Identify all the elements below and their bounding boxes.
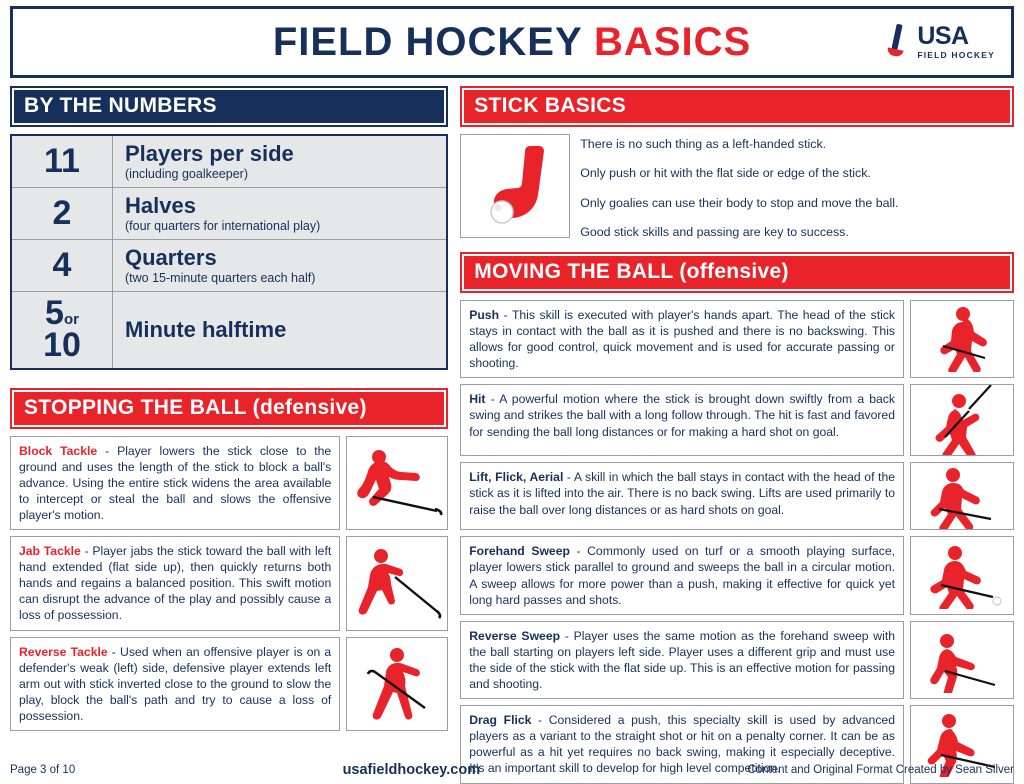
player-silhouette-icon — [351, 547, 443, 619]
skill-description — [460, 300, 904, 378]
table-row — [11, 240, 447, 292]
number-description-cell — [113, 188, 448, 240]
reverse-sweep-figure — [910, 621, 1014, 699]
skill-dash: - — [563, 470, 574, 485]
number-subtitle: (four quarters for international play) — [125, 218, 321, 233]
list-item — [460, 536, 1014, 614]
forehand-sweep-figure — [910, 536, 1014, 614]
logo-subtitle-text: FIELD HOCKEY — [917, 50, 995, 61]
skill-body: Commonly used on turf or a smooth playing surface, player lowers stick parallel to ground and sweeps the ball in a circular motion. A sweep allows for more power than a push, making it effective for quick yet long hard passes and shots. — [469, 544, 895, 607]
skill-body: Used when an offensive player is on a defender's weak (left) side, defensive player extends left arm out with stick inverted close to the ground to slow the play, block the ball's path and try to cause a loss of possession. — [19, 644, 332, 723]
logo-usa-text: USA — [917, 22, 969, 51]
skill-term: Jab Tackle — [19, 544, 81, 559]
player-silhouette-icon — [919, 627, 1005, 693]
skill-term: Block Tackle — [19, 443, 98, 458]
push-figure — [910, 300, 1014, 378]
footer-credit: Content and Original Format Created by Sean Silver — [747, 764, 1014, 776]
hit-figure — [910, 384, 1014, 456]
player-silhouette-icon — [919, 306, 1005, 372]
number-cell-split — [11, 292, 113, 369]
skill-term: Reverse Sweep — [469, 628, 561, 643]
page-footer — [10, 762, 1014, 778]
skill-body: Player lowers the stick close to the ground and uses the length of the stick to block a ball's advance. Using the entire stick widens the area available to intercept or steal the ball and slows the offensive player's motion. — [19, 443, 332, 522]
player-silhouette-icon — [351, 646, 443, 722]
by-the-numbers-table — [10, 134, 448, 370]
list-item — [10, 536, 448, 630]
skill-term: Drag Flick — [469, 713, 532, 728]
skill-body: This skill is executed with player's hands apart. The head of the stick stays in contact with the ball as it is pushed and there is no backswing. This allows for good control, quick movement and is used for accurate passing or shooting. — [469, 308, 895, 371]
number-title: Minute halftime — [125, 317, 287, 343]
skill-dash: - — [560, 628, 574, 643]
right-column — [460, 86, 1014, 784]
page-title-part1: FIELD HOCKEY — [272, 19, 595, 64]
skill-description — [10, 536, 340, 630]
skill-dash: - — [485, 392, 500, 407]
number-or-label: or — [63, 311, 79, 328]
skill-description — [460, 536, 904, 614]
list-item — [10, 637, 448, 731]
number-cell: 4 — [11, 240, 113, 292]
stick-basics-content — [460, 134, 1014, 242]
skill-term: Push — [469, 308, 500, 322]
skill-term: Hit — [469, 392, 486, 407]
table-row — [11, 188, 447, 240]
number-subtitle: (including goalkeeper) — [125, 166, 248, 181]
number-description-cell — [113, 135, 448, 188]
player-silhouette-icon — [919, 463, 1005, 529]
page-title-part2: BASICS — [594, 19, 752, 64]
table-row — [11, 292, 447, 369]
skill-description — [460, 384, 904, 456]
stick-and-ball-figure — [460, 134, 570, 238]
player-silhouette-icon — [351, 449, 443, 517]
skill-body: Considered a push, this specialty skill is used by advanced players as a variant to the straight shot or hit on a penalty corner. It can be as powerful as a hit yet requires no back swing, making it especially deceptive. It's an important skill to develop for high level competition. — [469, 713, 895, 776]
player-silhouette-icon — [919, 543, 1005, 609]
by-the-numbers-banner-box — [10, 86, 448, 127]
page-title — [273, 20, 751, 65]
skill-body: A skill in which the ball stays in contact with the head of the stick as it is lifted into the air. There is no back swing. Lifts are used primarily to raise the ball over long distances or as hard shots on goal. — [469, 470, 896, 517]
skill-body: Player jabs the stick toward the ball with left hand extended (flat side up), then quickly returns both hands and regains a balanced position. This swift motion can disrupt the advance of the play and possibly cause a loss of possession. — [19, 544, 332, 623]
skill-term: Reverse Tackle — [19, 644, 108, 659]
left-column — [10, 86, 448, 731]
moving-ball-banner-box — [460, 252, 1014, 293]
number-cell: 11 — [11, 135, 113, 188]
number-description-cell — [113, 240, 448, 292]
stick-basics-line: Only push or hit with the flat side or edge of the stick. — [580, 166, 871, 181]
stopping-ball-skill-list — [10, 436, 448, 731]
list-item — [460, 384, 1014, 456]
by-the-numbers-banner: BY THE NUMBERS — [14, 90, 444, 123]
number-title: Quarters — [125, 245, 217, 271]
reverse-tackle-figure — [346, 637, 448, 731]
usa-field-hockey-logo — [885, 24, 995, 60]
skill-term: Forehand Sweep — [469, 544, 570, 559]
lift-flick-aerial-figure — [910, 462, 1014, 530]
number-value-10: 10 — [43, 326, 81, 365]
table-row — [11, 135, 447, 188]
skill-dash: - — [107, 644, 121, 659]
list-item — [460, 621, 1014, 699]
skill-description — [10, 637, 340, 731]
moving-ball-banner: MOVING THE BALL (offensive) — [464, 256, 1010, 289]
stopping-ball-banner: STOPPING THE BALL (defensive) — [14, 392, 444, 425]
stopping-ball-banner-box — [10, 388, 448, 429]
number-title: Halves — [125, 193, 196, 219]
block-tackle-figure — [346, 436, 448, 530]
skill-description — [460, 621, 904, 699]
skill-description — [10, 436, 340, 530]
stick-basics-line: Good stick skills and passing are key to success. — [580, 224, 849, 239]
stick-basics-text-list — [580, 134, 1014, 242]
hockey-stick-icon — [885, 24, 911, 60]
stick-basics-line: Only goalies can use their body to stop and move the ball. — [580, 195, 899, 210]
hockey-stick-icon — [467, 140, 563, 232]
list-item — [460, 462, 1014, 530]
skill-dash: - — [97, 443, 118, 458]
skill-dash: - — [80, 544, 93, 559]
number-description-cell — [113, 292, 448, 369]
page-header — [10, 6, 1014, 78]
skill-body: Player uses the same motion as the forehand sweep with the ball starting on players left side. Player uses a different grip and must use the side of the stick with the flat side up. This is an effective motion for passing and shooting. — [469, 628, 895, 692]
skill-dash: - — [499, 308, 512, 322]
footer-page-number: Page 3 of 10 — [10, 764, 76, 776]
stick-basics-line: There is no such thing as a left-handed stick. — [580, 137, 827, 151]
list-item — [460, 300, 1014, 378]
skill-dash: - — [531, 713, 549, 728]
number-value-5: 5 — [45, 294, 64, 332]
number-subtitle: (two 15-minute quarters each half) — [125, 270, 316, 285]
logo-text — [917, 24, 995, 60]
stick-basics-banner-box — [460, 86, 1014, 127]
footer-website[interactable]: usafieldhockey.com — [342, 762, 481, 778]
list-item — [10, 436, 448, 530]
skill-body: A powerful motion where the stick is brought down swiftly from a back swing and strikes the ball with a long follow through. The hit is fast and favored for sending the ball long distances or for making a hard shot on goal. — [469, 392, 895, 439]
number-title: Players per side — [125, 141, 294, 167]
jab-tackle-figure — [346, 536, 448, 630]
number-cell: 2 — [11, 188, 113, 240]
stick-basics-banner: STICK BASICS — [464, 90, 1010, 123]
skill-dash: - — [569, 544, 588, 559]
skill-term: Lift, Flick, Aerial — [469, 470, 564, 485]
moving-ball-skill-list — [460, 300, 1014, 784]
player-silhouette-icon — [919, 385, 1005, 455]
skill-description — [460, 462, 904, 530]
